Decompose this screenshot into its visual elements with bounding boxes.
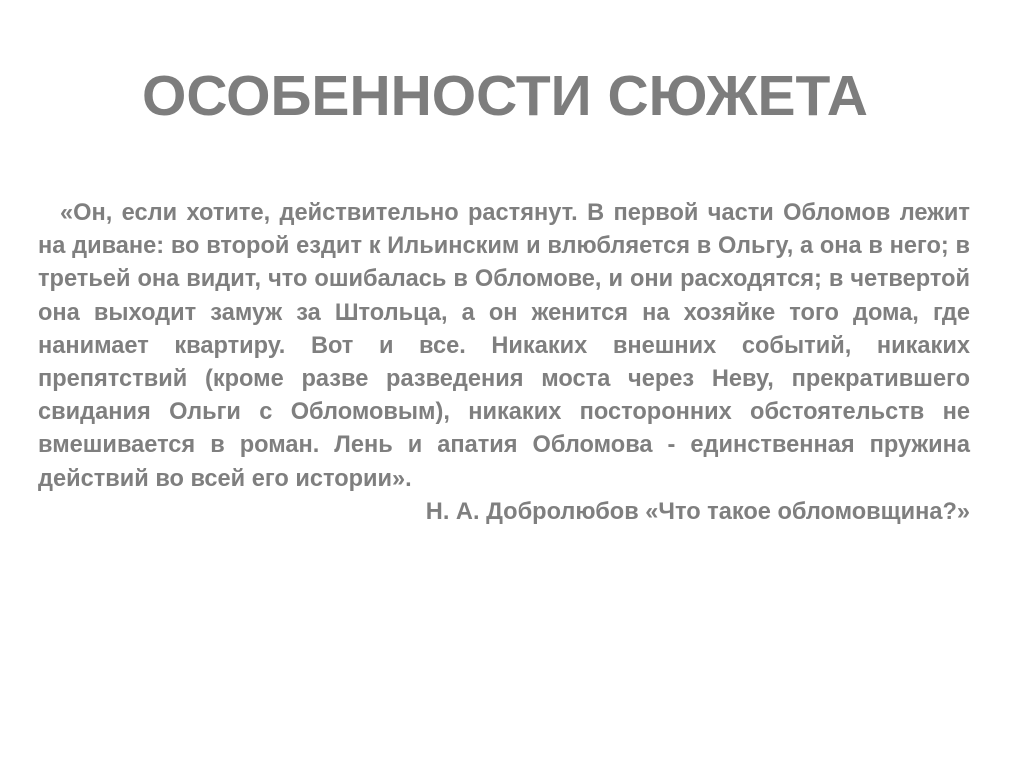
- quote-paragraph: «Он, если хотите, действительно растянут. В первой части Обломов лежит на диване: во второй ездит к Ильинским и влюбляется в Ольгу, а она в него; в третьей она видит, что ошибалась в Обломове, и они расходятся; в четвертой она выходит замуж за Штольца, а он женится на хозяйке того дома, где нанимает квартиру. Вот и все. Никаких внешних событий, никаких препятствий (кроме разве разведения моста через Неву, прекратившего свидания Ольги с Обломовым), никаких посторонних обстоятельств не вмешивается в роман. Лень и апатия Обломова - единственная пружина действий во всей его истории».: [38, 200, 970, 492]
- slide-body: [38, 197, 970, 529]
- quote-attribution: Н. А. Добролюбов «Что такое обломовщина?»: [425, 498, 970, 525]
- slide-title: ОСОБЕННОСТИ СЮЖЕТА: [142, 64, 868, 128]
